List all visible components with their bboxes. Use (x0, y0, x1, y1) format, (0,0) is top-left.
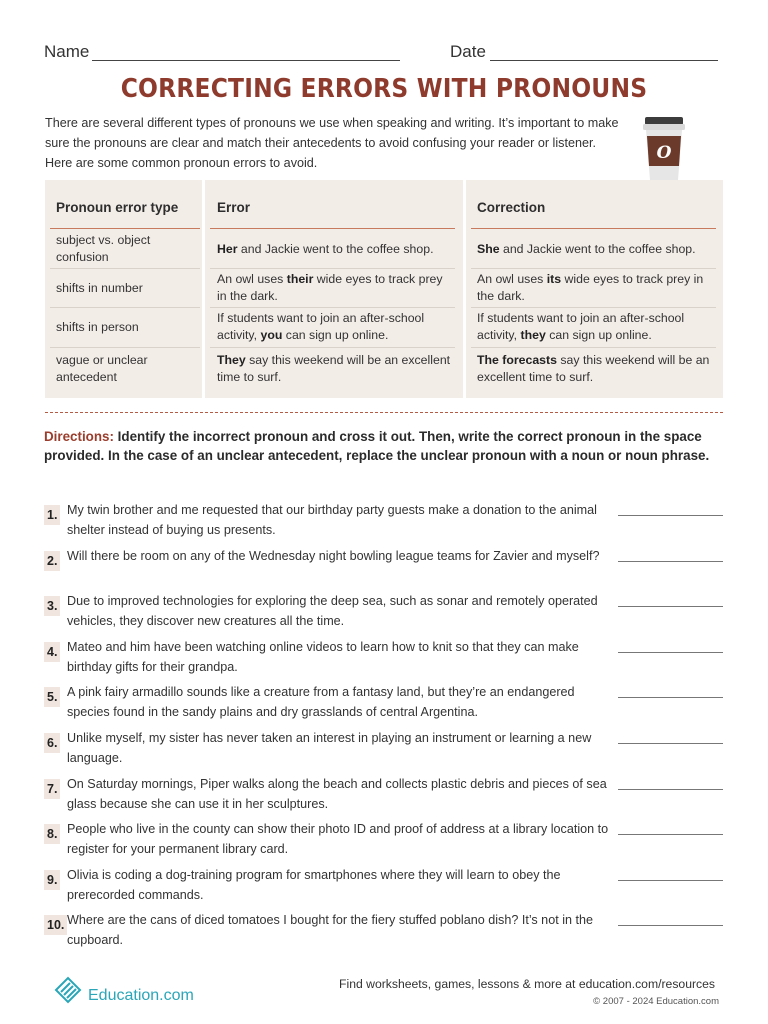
footer-copyright: © 2007 - 2024 Education.com (593, 996, 719, 1007)
footer-tagline: Find worksheets, games, lessons & more at education.com/resources (339, 977, 715, 991)
directions-label: Directions: (44, 429, 114, 444)
directions-text: Identify the incorrect pronoun and cross it out. Then, write the correct pronoun in the space provided. In the case of an unclear antecedent, replace the unclear pronoun with a noun or noun phrase. (44, 429, 710, 463)
question-item (44, 503, 724, 547)
table-header-rule (471, 228, 716, 229)
cup-letter: O (656, 143, 672, 163)
table-cell-correction: An owl uses its wide eyes to track prey in the dark. (477, 272, 704, 303)
question-item (44, 868, 724, 912)
table-cell-error: If students want to join an after-school activity, you can sign up online. (217, 311, 425, 342)
question-text: My twin brother and me requested that our birthday party guests make a donation to the animal shelter instead of buying us presents. (67, 503, 597, 537)
question-text: Will there be room on any of the Wednesday night bowling league teams for Zavier and myself? (67, 548, 600, 563)
question-text: On Saturday mornings, Piper walks along the beach and collects plastic debris and pieces of sea glass because she can use it in her sculptures. (67, 776, 607, 811)
table-cell-correction: She and Jackie went to the coffee shop. (477, 241, 696, 256)
education-logo-icon (52, 972, 84, 1006)
answer-blank[interactable] (618, 789, 723, 790)
question-text: Olivia is coding a dog-training program for smartphones where they will learn to obey the prerecorded commands. (67, 867, 561, 902)
question-text: Due to improved technologies for exploring the deep sea, such as sonar and remotely operated vehicles, they discover new creatures all the time. (67, 594, 598, 629)
question-number: 8. (44, 824, 60, 844)
question-text: Mateo and him have been watching online videos to learn how to knit so that they can make birthday gifts for their grandpa. (67, 639, 579, 674)
table-cell-correction: The forecasts say this weekend will be an excellent time to surf. (477, 353, 710, 384)
table-cell-correction: If students want to join an after-school activity, they can sign up online. (477, 311, 685, 342)
page-title: CORRECTING ERRORS WITH PRONOUNS (120, 74, 648, 104)
question-item (44, 640, 724, 684)
answer-blank[interactable] (618, 652, 723, 653)
table-cell-type: vague or unclear antecedent (56, 353, 148, 384)
answer-blank[interactable] (618, 925, 723, 926)
table-header-type: Pronoun error type (56, 200, 179, 215)
question-item (44, 822, 724, 866)
education-logo[interactable] (52, 972, 252, 1008)
question-item (44, 777, 724, 821)
question-number: 2. (44, 551, 60, 571)
date-blank[interactable] (490, 60, 718, 61)
answer-blank[interactable] (618, 697, 723, 698)
table-cell-error: Her and Jackie went to the coffee shop. (217, 241, 434, 256)
coffee-cup-icon (641, 114, 687, 182)
name-blank[interactable] (92, 60, 400, 61)
question-number: 6. (44, 733, 60, 753)
question-item (44, 594, 724, 638)
table-cell-type: subject vs. object confusion (56, 233, 151, 264)
directions (44, 428, 728, 465)
intro-paragraph: There are several different types of pronouns we use when speaking and writing. It’s important to make sure the pronouns are clear and match their antecedents to avoid confusing your reader or listener. Here are some common pronoun errors to avoid. (45, 116, 619, 170)
table-cell-error: They say this weekend will be an excellent time to surf. (217, 353, 451, 384)
question-number: 5. (44, 687, 60, 707)
name-label: Name (44, 42, 90, 61)
pronoun-errors-table (45, 180, 723, 398)
date-label: Date (450, 42, 486, 61)
table-header-error: Error (217, 200, 251, 215)
answer-blank[interactable] (618, 515, 723, 516)
brand-name: Education.com (88, 987, 194, 1004)
answer-blank[interactable] (618, 561, 723, 562)
table-cell-type: shifts in number (56, 280, 143, 295)
table-cell-type: shifts in person (56, 319, 139, 334)
table-header-correction: Correction (477, 200, 546, 215)
table-header-rule (210, 228, 455, 229)
answer-blank[interactable] (618, 834, 723, 835)
question-text: A pink fairy armadillo sounds like a creature from a fantasy land, but they’re an endangered species found in the sandy plains and dry grasslands of central Argentina. (67, 685, 575, 720)
question-item (44, 549, 724, 593)
question-number: 3. (44, 596, 60, 616)
answer-blank[interactable] (618, 606, 723, 607)
question-number: 1. (44, 505, 60, 525)
question-text: People who live in the county can show their photo ID and proof of address at a library location to register for your permanent library card. (67, 822, 609, 857)
answer-blank[interactable] (618, 880, 723, 881)
question-item (44, 731, 724, 775)
question-number: 9. (44, 870, 60, 890)
question-number: 7. (44, 779, 60, 799)
question-item (44, 913, 724, 957)
question-text: Unlike myself, my sister has never taken an interest in playing an instrument or learning a new language. (67, 731, 592, 765)
question-number: 10. (44, 915, 67, 935)
question-text: Where are the cans of diced tomatoes I bought for the fiery stuffed poblano dish? It’s not in the cupboard. (67, 913, 593, 948)
table-header-rule (50, 228, 200, 229)
question-item (44, 685, 724, 729)
table-cell-error: An owl uses their wide eyes to track prey in the dark. (217, 272, 443, 303)
name-date-row (44, 40, 724, 66)
answer-blank[interactable] (618, 743, 723, 744)
section-divider (45, 412, 723, 413)
question-number: 4. (44, 642, 60, 662)
